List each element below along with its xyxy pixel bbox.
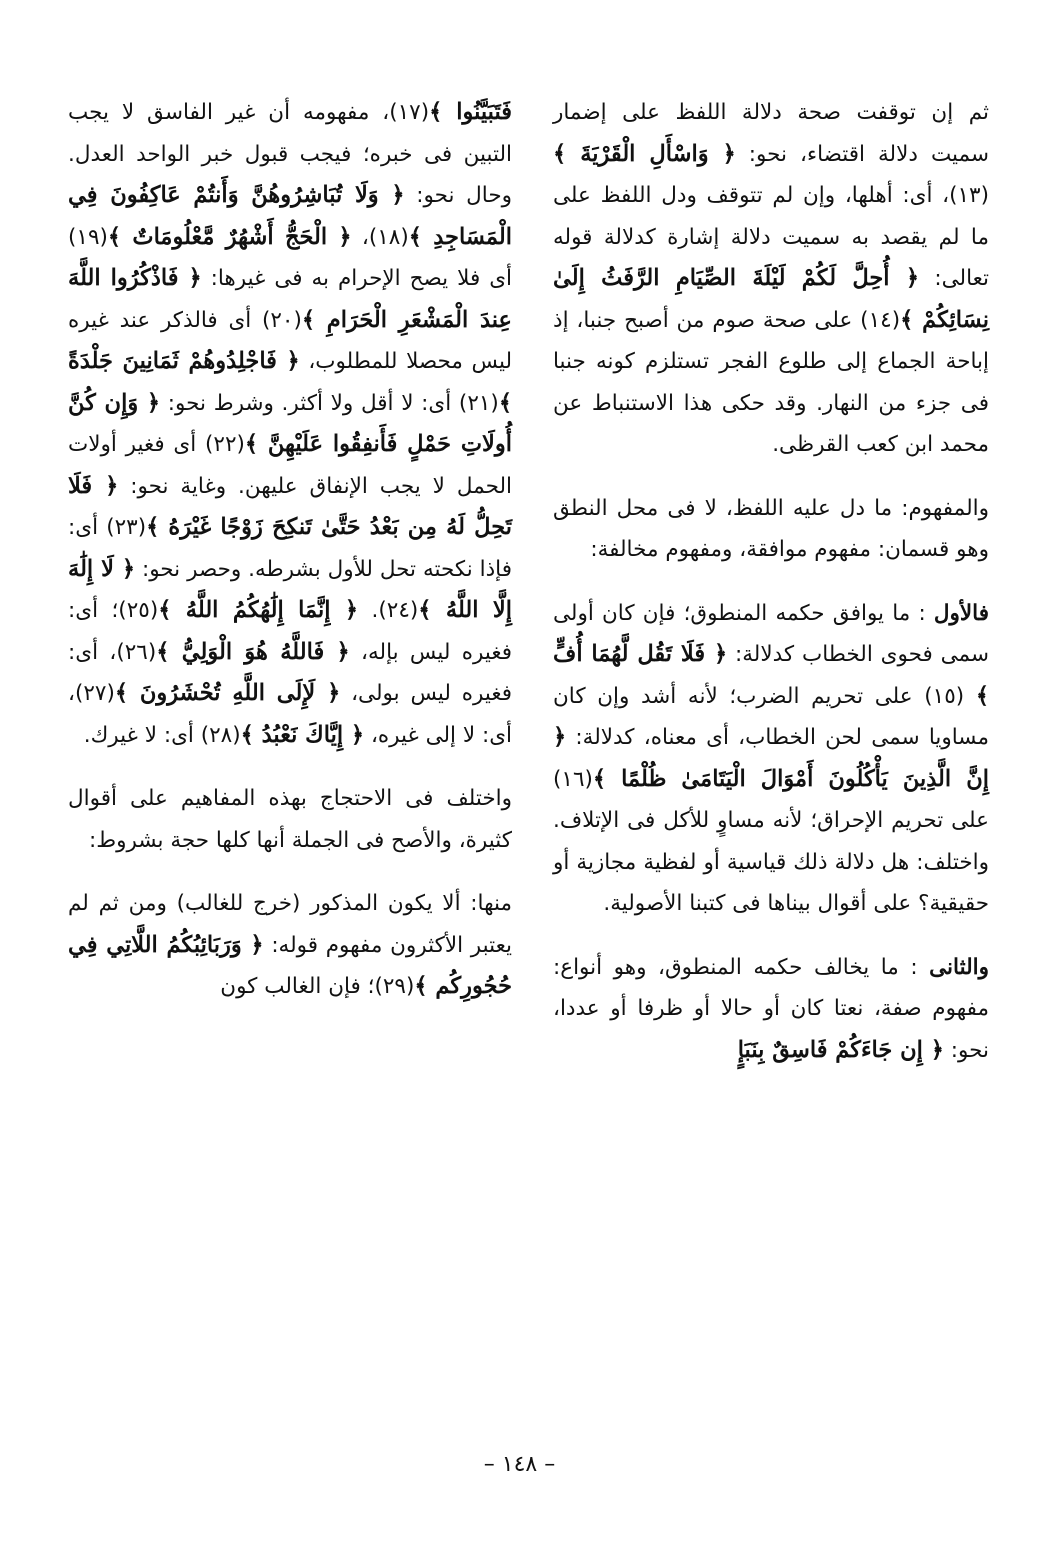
- paragraph-ihtijaj: [68, 778, 512, 861]
- text-segment: (٢٤).: [358, 598, 419, 623]
- text-segment: واختلف فى الاحتجاج بهذه المفاهيم على أقوال كثيرة، والأصح فى الجملة أنها كلها حجة بشروط:: [68, 786, 512, 853]
- quran-quote: ﴿ إِن جَاءَكُمْ فَاسِقٌ بِنَبَإٍ: [737, 1036, 944, 1063]
- quran-quote: ﴿ وَإِن كُنَّ أُولَاتِ حَمْلٍ فَأَنفِقُوا عَلَيْهِنَّ ﴾: [68, 389, 512, 457]
- quran-quote: ﴿ إِنَّمَا إِلَٰهُكُمُ اللَّهُ ﴾: [158, 597, 359, 623]
- page-number: – ١٤٨ –: [483, 1452, 556, 1477]
- paragraph-iqtida-ishara: [553, 92, 989, 466]
- paragraph-shurut: [68, 883, 512, 1008]
- text-segment: والمفهوم: ما دل عليه اللفظ، لا فى محل النطق وهو قسمان: مفهوم موافقة، ومفهوم مخالفة:: [553, 495, 989, 562]
- quran-quote: ﴿ إِنَّ الَّذِينَ يَأْكُلُونَ أَمْوَالَ الْيَتَامَىٰ ظُلْمًا ﴾: [553, 724, 989, 792]
- paragraph-mafhum-definition: [553, 488, 989, 571]
- paragraph-mafhum-muwafaqa: [553, 593, 989, 925]
- quran-quote: ﴿ الْحَجُّ أَشْهُرٌ مَّعْلُومَاتٌ ﴾: [107, 223, 352, 250]
- text-segment: ثم إن توقفت صحة دلالة اللفظ على إضمار سميت دلالة اقتضاء، نحو:: [553, 100, 989, 167]
- paragraph-mafhum-mukhalafa: [553, 947, 989, 1072]
- text-segment: (٢٠) أى فالذكر عند غيره ليس محصلا للمطلوب،: [68, 307, 512, 374]
- text-segment: (١٦) على تحريم الإحراق؛ لأنه مساوٍ للأكل فى الإتلاف. واختلف: هل دلالة ذلك قياسية أو لفظية مجازية أو حقيقية؟ على أقوال بيناها فى كتبنا الأصولية.: [553, 766, 989, 916]
- text-segment: (٢٦)، أى: فغيره ليس بولى،: [68, 639, 513, 706]
- quran-quote: ﴿ فَلَا تَقُل لَّهُمَا أُفٍّ ﴾: [553, 641, 990, 709]
- text-segment: : ما يوافق حكمه المنطوق؛ فإن كان أولى سمى فحوى الخطاب كدلالة:: [553, 600, 989, 667]
- text-segment: (١٧)، مفهومه أن غير الفاسق لا يجب التبين فى خبره؛ فيجب قبول خبر الواحد العدل. وحال نحو:: [68, 100, 512, 208]
- quran-quote: ﴿ لَإِلَى اللَّهِ تُحْشَرُونَ ﴾: [114, 680, 341, 706]
- quran-quote: فَتَبَيَّنُوا ﴾: [429, 99, 512, 125]
- text-segment: (٢٢) أى فغير أولات الحمل لا يجب الإنفاق عليهن. وغاية نحو:: [68, 432, 512, 499]
- quran-quote: ﴿ وَرَبَائِبُكُمُ اللَّاتِي فِي حُجُورِكُم ﴾: [68, 931, 512, 999]
- term-heading: والثانى: [929, 954, 989, 980]
- text-segment: (٢٩)؛ فإن الغالب كون: [220, 974, 415, 999]
- quran-quote: ﴿ وَاسْأَلِ الْقَرْيَةَ ﴾: [553, 140, 736, 167]
- quran-quote: ﴿ أُحِلَّ لَكُمْ لَيْلَةَ الصِّيَامِ الرَّفَثُ إِلَىٰ نِسَائِكُمْ ﴾: [553, 265, 989, 333]
- quran-quote: ﴿ وَلَا تُبَاشِرُوهُنَّ وَأَنتُمْ عَاكِفُونَ فِي الْمَسَاجِدِ ﴾: [68, 182, 513, 250]
- text-segment: (٢١) أى: لا أقل ولا أكثر. وشرط نحو:: [160, 390, 499, 416]
- text-segment: (١٣)، أى: أهلها، وإن لم تتوقف ودل اللفظ على ما لم يقصد به سميت دلالة إشارة كدلالة قوله تعالى:: [553, 183, 989, 291]
- quran-quote: ﴿ إِيَّاكَ نَعْبُدُ ﴾: [240, 721, 365, 748]
- quran-quote: ﴿ فَاذْكُرُوا اللَّهَ عِندَ الْمَشْعَرِ الْحَرَامِ ﴾: [68, 265, 512, 333]
- paragraph-mukhalafa-types: [68, 92, 512, 756]
- text-segment: (١٨)،: [351, 224, 409, 250]
- quran-quote: ﴿ فَاللَّهُ هُوَ الْوَلِيُّ ﴾: [156, 638, 350, 665]
- text-segment: (٢٥)؛ أى: فغيره ليس بإله،: [68, 598, 512, 665]
- text-segment: (٢٧)، أى: لا إلى غيره،: [68, 681, 512, 748]
- quran-quote: ﴿ فَاجْلِدُوهُمْ ثَمَانِينَ جَلْدَةً ﴾: [68, 348, 512, 416]
- text-segment: (١٩) أى فلا يصح الإحرام به فى غيرها:: [68, 224, 512, 291]
- text-segment: (٢٣) أى: فإذا نكحته تحل للأول بشرطه. وحصر نحو:: [68, 515, 513, 582]
- quran-quote: ﴿ لَا إِلَٰهَ إِلَّا اللَّهُ ﴾: [68, 555, 513, 623]
- left-column: [68, 92, 512, 1008]
- text-segment: : ما يخالف حكمه المنطوق، وهو أنواع: مفهوم صفة، نعتا كان أو حالا أو ظرفا أو عددا، نحو:: [553, 954, 989, 1063]
- text-segment: (١٤) على صحة صوم من أصبح جنبا، إذ إباحة الجماع إلى طلوع الفجر تستلزم كونه جنبا فى جزء من النهار. وقد حكى هذا الاستنباط عن محمد ابن كعب القرظى.: [553, 307, 989, 457]
- text-segment: منها: ألا يكون المذكور (خرج للغالب) ومن ثم لم يعتبر الأكثرون مفهوم قوله:: [68, 891, 513, 958]
- term-heading: فالأول: [933, 600, 989, 626]
- quran-quote: ﴿ فَلَا تَحِلُّ لَهُ مِن بَعْدُ حَتَّىٰ تَنكِحَ زَوْجًا غَيْرَهُ ﴾: [68, 472, 512, 540]
- text-segment: (١٥) على تحريم الضرب؛ لأنه أشد وإن كان مساويا سمى لحن الخطاب، أى معناه، كدلالة:: [553, 683, 989, 750]
- right-column: [553, 92, 989, 1071]
- text-segment: (٢٨) أى: لا غيرك.: [83, 722, 241, 748]
